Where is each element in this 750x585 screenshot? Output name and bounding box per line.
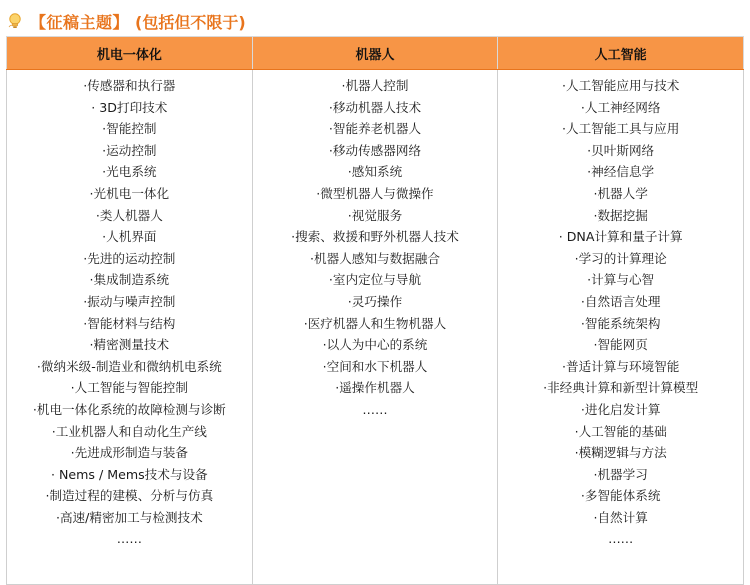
topic-item: ·运动控制 [102, 142, 157, 158]
topic-item: ·微纳米级-制造业和微纳机电系统 [36, 358, 222, 374]
header-robotics: 机器人 [252, 37, 498, 70]
topic-item: ·振动与噪声控制 [83, 293, 176, 309]
ai-cell [498, 70, 744, 585]
mechatronics-cell [7, 70, 253, 585]
topic-item: ·精密测量技术 [89, 337, 170, 353]
topic-item: ·灵巧操作 [347, 293, 403, 309]
header-ai: 人工智能 [498, 37, 744, 70]
topic-item: ·机器学习 [593, 466, 648, 482]
topic-item: ·神经信息学 [587, 164, 655, 180]
table-body-row [7, 70, 744, 585]
topic-item: ·智能网页 [593, 337, 648, 353]
topic-item: ·医疗机器人和生物机器人 [303, 315, 447, 331]
topic-item: ·人工神经网络 [580, 99, 661, 115]
topic-item: ·模糊逻辑与方法 [574, 445, 667, 461]
topic-item: ·光电系统 [102, 164, 157, 180]
header-mechatronics: 机电一体化 [7, 37, 253, 70]
topic-item: ·人工智能的基础 [574, 423, 667, 439]
topic-item: …… [608, 531, 634, 547]
topic-item: ·机电一体化系统的故障检测与诊断 [32, 401, 226, 417]
topic-item: · DNA计算和量子计算 [558, 229, 683, 245]
topic-item: ·智能材料与结构 [83, 315, 176, 331]
topic-item: ·智能控制 [102, 121, 157, 137]
topic-item: ·工业机器人和自动化生产线 [51, 423, 207, 439]
topic-item: ·学习的计算理论 [574, 250, 667, 266]
topic-item: ·先进成形制造与装备 [70, 445, 188, 461]
topic-item: ·多智能体系统 [580, 488, 661, 504]
topic-item: ·微型机器人与微操作 [316, 185, 434, 201]
topic-item: ·智能系统架构 [580, 315, 661, 331]
topic-item: ·计算与心智 [587, 272, 655, 288]
robotics-topic-list [254, 75, 497, 421]
topic-item: ·数据挖掘 [593, 207, 648, 223]
lightbulb-icon [6, 12, 24, 30]
topic-item: ·光机电一体化 [89, 185, 170, 201]
topic-item: · 3D打印技术 [91, 99, 168, 115]
ai-topic-list [499, 75, 742, 550]
topic-item: ·进化启发计算 [580, 401, 661, 417]
topic-item: ·人机界面 [102, 229, 157, 245]
robotics-cell [252, 70, 498, 585]
topic-item: ·移动机器人技术 [328, 99, 422, 115]
topic-item: ·集成制造系统 [89, 272, 170, 288]
topic-item: ·制造过程的建模、分析与仿真 [45, 488, 214, 504]
topic-item: ·移动传感器网络 [328, 142, 422, 158]
topic-item: ·贝叶斯网络 [587, 142, 655, 158]
topic-item: ·人工智能工具与应用 [561, 121, 680, 137]
topic-item: ·室内定位与导航 [328, 272, 422, 288]
topic-item: ·遥操作机器人 [335, 380, 415, 396]
title-qualifier: (包括但不限于) [135, 12, 246, 32]
topic-item: ·自然计算 [593, 509, 648, 525]
table-header-row [7, 37, 744, 70]
topic-item: ·机器人控制 [341, 78, 409, 93]
topic-item: ·人工智能应用与技术 [561, 78, 680, 93]
topic-item: ·空间和水下机器人 [322, 358, 428, 374]
topic-item: ·以人为中心的系统 [322, 337, 428, 353]
topic-item: ·非经典计算和新型计算模型 [543, 380, 699, 396]
topic-item: ·智能养老机器人 [328, 121, 422, 137]
topic-item: ·视觉服务 [347, 207, 403, 223]
topic-item: ·普适计算与环境智能 [561, 358, 680, 374]
topic-item: ·传感器和执行器 [83, 78, 176, 93]
topics-table [6, 36, 744, 585]
topic-item: ·类人机器人 [95, 207, 163, 223]
mechatronics-topic-list [8, 75, 251, 550]
topic-item: ·高速/精密加工与检测技术 [55, 509, 203, 525]
topic-item: ·机器人学 [593, 185, 648, 201]
topic-item: ·感知系统 [347, 164, 403, 180]
topic-item: …… [362, 401, 388, 417]
topic-item: · Nems / Mems技术与设备 [50, 466, 208, 482]
topic-item: ·先进的运动控制 [83, 250, 176, 266]
call-for-papers-title: 【征稿主题】 [30, 12, 130, 32]
topic-item: ·自然语言处理 [580, 293, 661, 309]
topic-item: ·搜索、救援和野外机器人技术 [291, 229, 459, 245]
topic-item: ·人工智能与智能控制 [70, 380, 188, 396]
section-heading [6, 8, 246, 34]
topic-item: …… [116, 531, 142, 547]
topic-item: ·机器人感知与数据融合 [310, 250, 440, 266]
